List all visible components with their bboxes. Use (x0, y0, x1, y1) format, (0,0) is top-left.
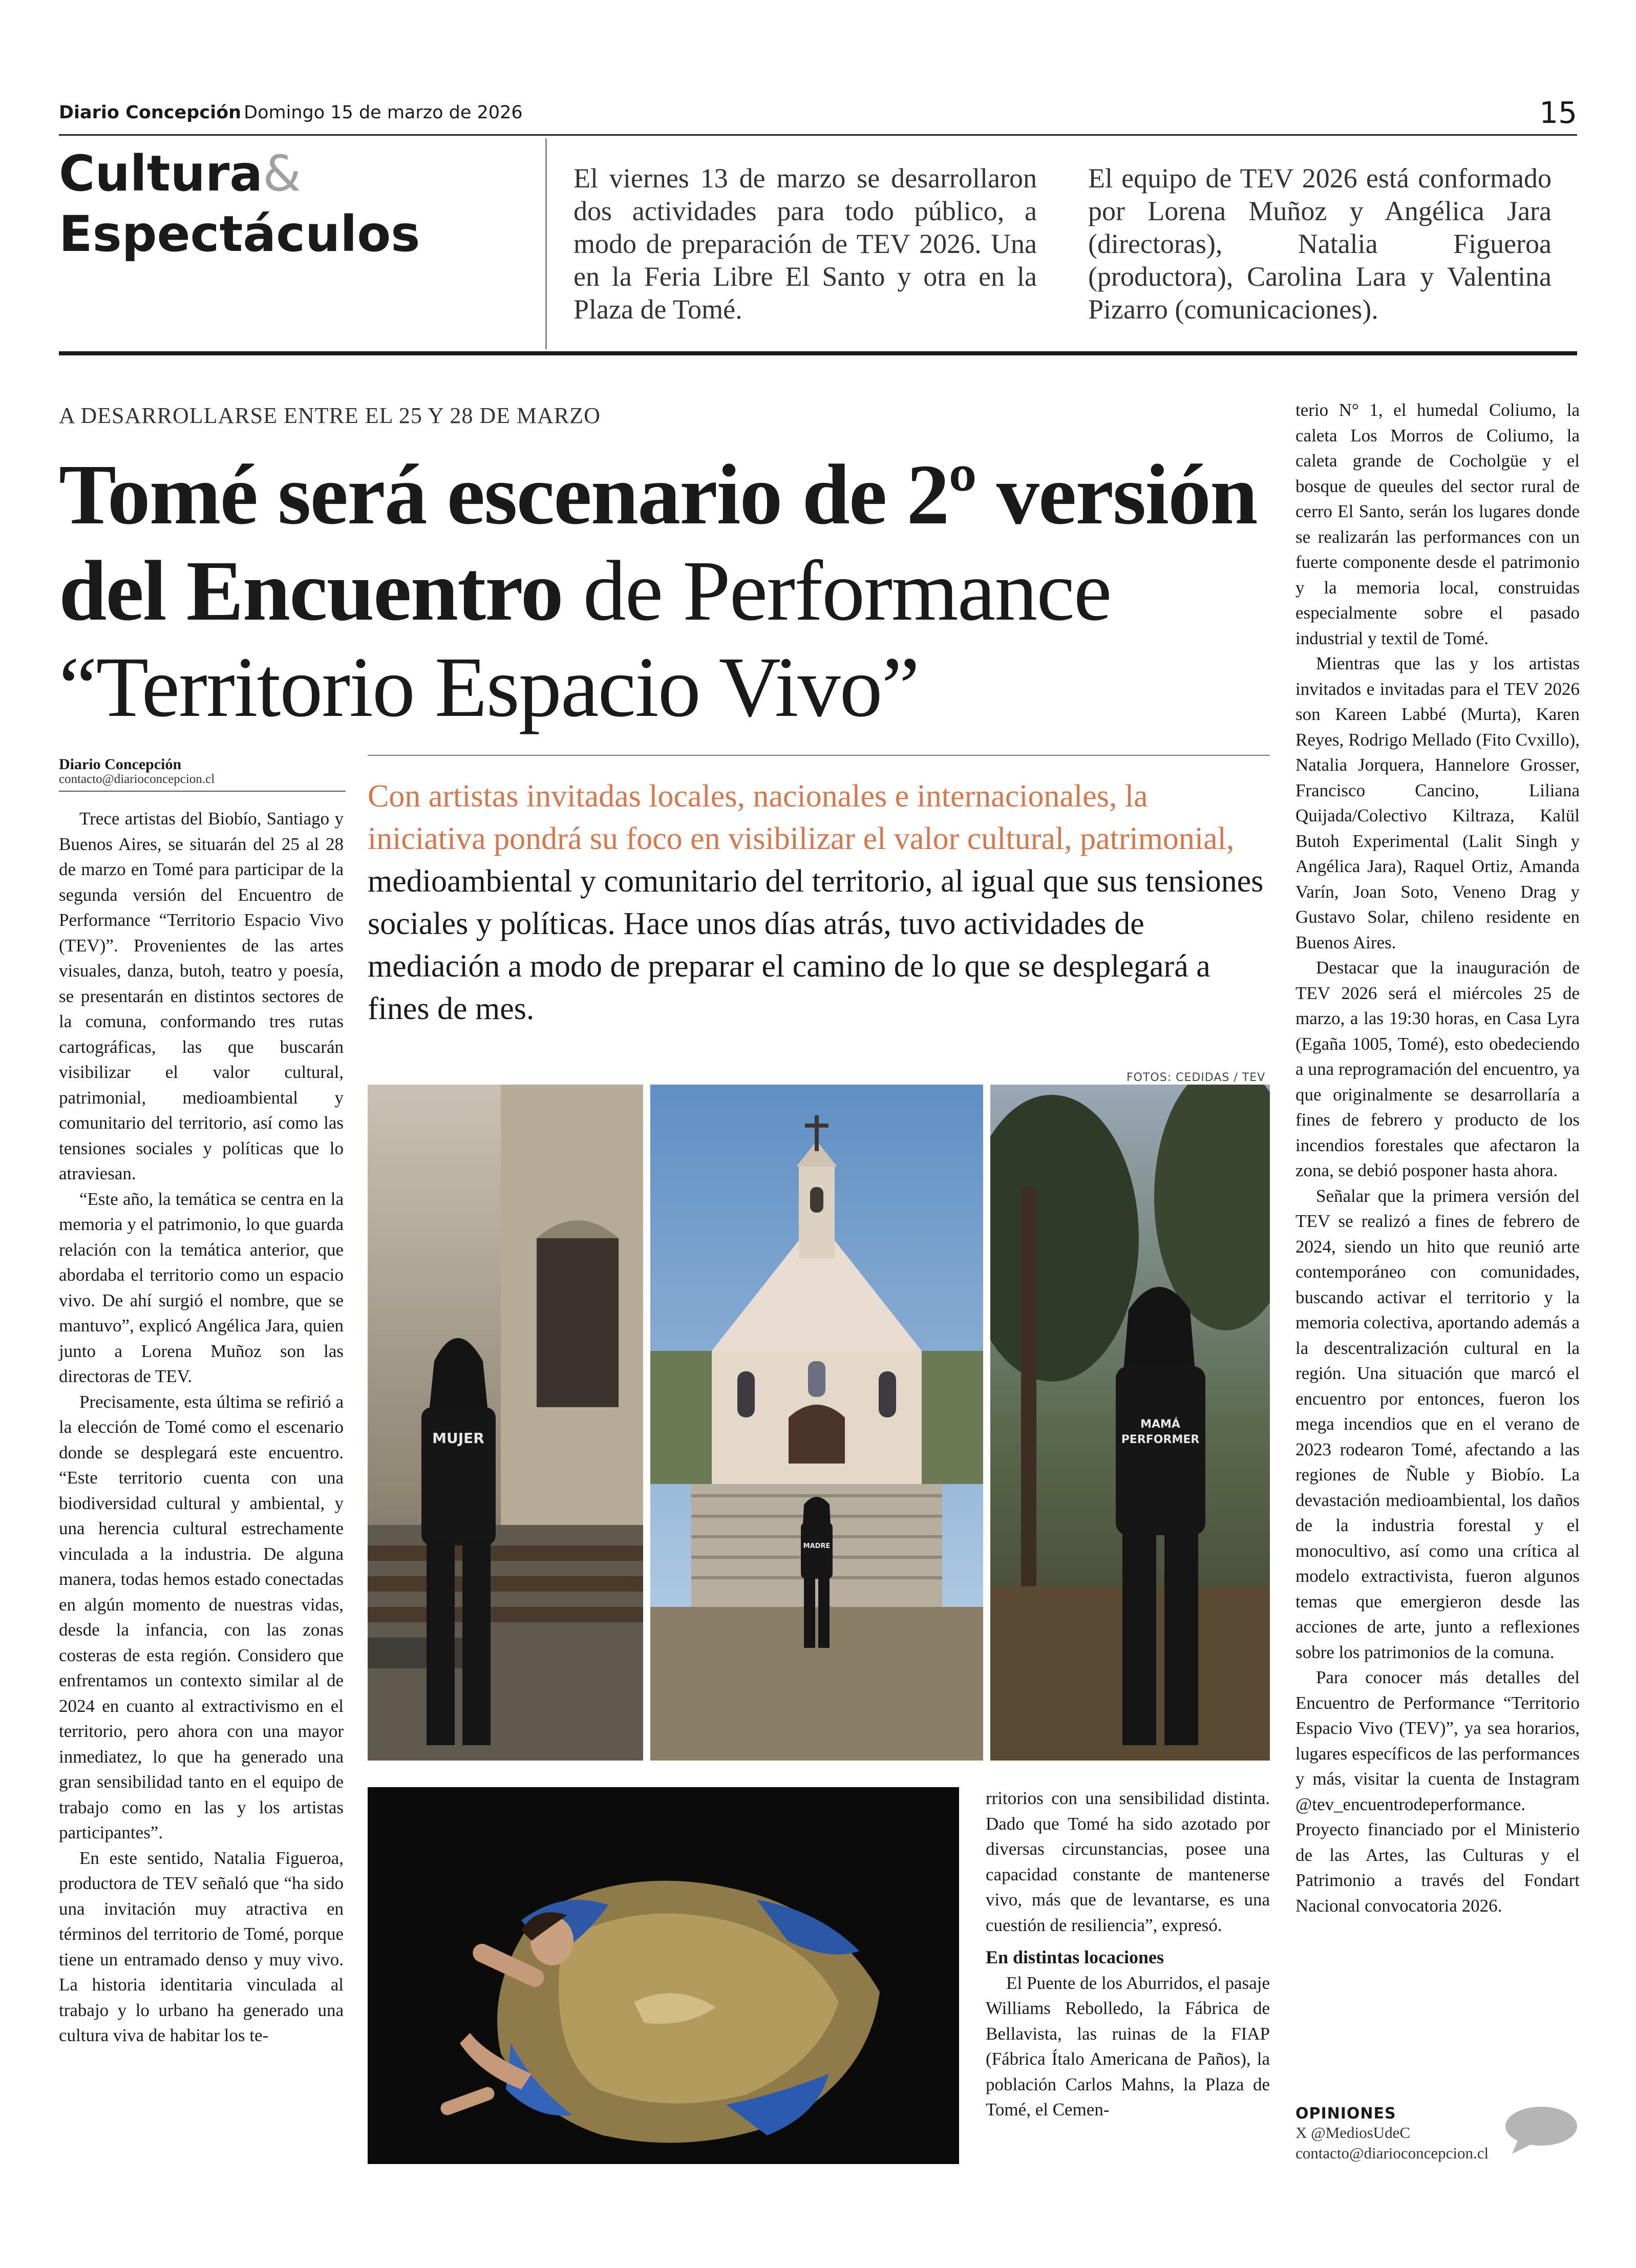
photo-mujer (368, 1085, 643, 1761)
section-title (59, 143, 420, 264)
top-rule (59, 134, 1577, 136)
section-sub: Espectáculos (59, 205, 420, 263)
teaser-2: El equipo de TEV 2026 está conformado por Lorena Muñoz y Angélica Jara (directoras), Natalia Figueroa (productora), Carolina Lara y Valentina Pizarro (comunicaciones). (1088, 163, 1552, 325)
headline-quote: “Territorio Espacio Vivo” (59, 640, 919, 735)
teaser-1: El viernes 13 de marzo se desarrollaron dos actividades para todo público, a modo de preparación de TEV 2026. Una en la Feria Libre El Santo y otra en la Plaza de Tomé. (573, 163, 1037, 325)
headline (59, 447, 1298, 735)
body-column-1 (59, 806, 344, 2048)
opiniones-title: OPINIONES (1295, 2105, 1396, 2123)
section-main: Cultura (59, 145, 263, 202)
body-column-2 (986, 1786, 1270, 2123)
shirt-text-mama: MAMÁ (1140, 1418, 1180, 1431)
section-ampersand: & (263, 145, 301, 202)
byline-email: contacto@diarioconcepcion.cl (59, 772, 215, 786)
page-number: 15 (1539, 95, 1577, 130)
photo-madre (650, 1085, 983, 1761)
lead-highlight: Con artistas invitadas locales, nacionales e internacionales, la iniciativa pondrá su foco en visibilizar el valor cultural, patrimonial, (368, 779, 1235, 856)
paragraph: “Este año, la temática se centra en la memoria y el patrimonio, lo que guarda relación con la temática anterior, que abordaba el territorio como un espacio vivo. De ahí surgió el nombre, que se mantuvo”, explicó Angélica Jara, quien junto a Lorena Muñoz son las directoras de TEV. (59, 1189, 344, 1386)
section-rule (59, 351, 1577, 355)
opiniones-x-handle[interactable]: X @MediosUdeC (1295, 2124, 1411, 2142)
lead-rule (368, 755, 1270, 756)
headline-regular: de Performance (562, 543, 1111, 639)
paragraph: Señalar que la primera versión del TEV se realizó a fines de febrero de 2024, siendo un hito que reunió arte contemporáneo con comunidades, buscando activar el territorio y la memoria colectiva, aportando además a la descentralización cultural en la región. Una situación que marcó el encuentro por entonces, fueron los mega incendios que en el verano de 2023 rodearon Tomé, afectando a las regiones de Ñuble y Biobío. La devastación medioambiental, los daños de la industria forestal y el monocultivo, así como una crítica al modelo extractivista, fueron algunos temas que emergieron desde las acciones de arte, junto a reflexiones sobre los patrimonios de la comuna. (1295, 1185, 1580, 1662)
photo-credit: FOTOS: CEDIDAS / TEV (1127, 1071, 1266, 1084)
body-column-3 (1295, 397, 1580, 1918)
speech-bubble-icon (1503, 2105, 1580, 2156)
lead-paragraph (368, 775, 1264, 1030)
shirt-text-madre: MADRE (803, 1542, 831, 1550)
paragraph: Precisamente, esta última se refirió a la elección de Tomé como el escenario donde se desplegará este encuentro. “Este territorio cuenta con una biodiversidad cultural y ambiental, y una herencia cultural estrechamente vinculada a la industria. De alguna manera, todas hemos estado conectadas en algún momento de nuestras vidas, desde la infancia, con las zonas costeras de esta región. Considero que enfrentamos un contexto similar al de 2024 en cuanto al extractivismo en el territorio, pero ahora con una mayor inmediatez, lo que ha generado una gran sensibilidad tanto en el equipo de trabajo como en las y los artistas participantes”. (59, 1391, 344, 1842)
teaser-divider (545, 138, 547, 349)
paragraph: El Puente de los Aburridos, el pasaje Williams Rebolledo, la Fábrica de Bellavista, las ruinas de la FIAP (Fábrica Ítalo Americana de Paños), la población Carlos Mahns, la Plaza de Tomé, el Cemen- (986, 1973, 1270, 2119)
paper-name: Diario Concepción (59, 102, 242, 123)
photo-mama-performer (990, 1085, 1270, 1761)
photo-draped-performer-image (368, 1787, 959, 2164)
paragraph: En este sentido, Natalia Figueroa, productora de TEV señaló que “ha sido una invitación muy atractiva en términos del territorio de Tomé, porque tiene un entramado denso y muy vivo. La historia identitaria vinculada al trabajo y lo urbano ha generado una cultura viva de habitar los te- (59, 1848, 344, 2045)
paragraph: terio N° 1, el humedal Coliumo, la caleta Los Morros de Coliumo, la caleta grande de Cocholgüe y el bosque de queules del sector rural de cerro El Santo, serán los lugares donde se realizarán las performances con un fuerte componente desde el patrimonio y la memoria local, construidas especialmente sobre el pasado industrial y textil de Tomé. (1295, 400, 1580, 648)
issue-date: Domingo 15 de marzo de 2026 (244, 102, 523, 123)
opiniones-email[interactable]: contacto@diarioconcepcion.cl (1295, 2144, 1489, 2162)
photo-draped-performer (368, 1787, 959, 2164)
photo-mama-performer-image (990, 1085, 1270, 1761)
byline-rule (59, 791, 346, 792)
paragraph: Trece artistas del Biobío, Santiago y Buenos Aires, se situarán del 25 al 28 de marzo en Tomé para participar de la segunda versión del Encuentro de Performance “Territorio Espacio Vivo (TEV)”. Provenientes de las artes visuales, danza, butoh, teatro y poesía, se presentarán en distintos sectores de la comuna, conformando tres rutas cartográficas, las que buscarán visibilizar el valor cultural, patrimonial, medioambiental y comunitario del territorio, así como las tensiones sociales y políticas que lo atraviesan. (59, 809, 344, 1183)
subheading: En distintas locaciones (986, 1947, 1164, 1967)
shirt-text-performer: PERFORMER (1121, 1433, 1200, 1446)
paragraph: Destacar que la inauguración de TEV 2026 será el miércoles 25 de marzo, a las 19:30 horas, en Casa Lyra (Egaña 1005, Tomé), esto obedeciendo a una reprogramación del encuentro, ya que originalmente se desarrollaría a fines de febrero y producto de los incendios forestales que afectaron la zona, se debió posponer hasta ahora. (1295, 958, 1580, 1180)
photo-mujer-image (368, 1085, 643, 1761)
headline-bold: Tomé será escenario de 2º versión del Encuentro (59, 447, 1257, 639)
paragraph: Para conocer más detalles del Encuentro de Performance “Territorio Espacio Vivo (TEV)”, ya sea horarios, lugares específicos de las performances y más, visitar la cuenta de Instagram @tev_encuentrodeperformance. Proyecto financiado por el Ministerio de las Artes, las Culturas y el Patrimonio a través del Fondart Nacional convocatoria 2026. (1295, 1667, 1580, 1916)
shirt-text-mujer: MUJER (432, 1430, 484, 1447)
photo-madre-image (650, 1085, 983, 1761)
byline-name: Diario Concepción (59, 756, 182, 773)
kicker: A DESARROLLARSE ENTRE EL 25 Y 28 DE MARZO (59, 403, 601, 428)
paragraph: Mientras que las y los artistas invitados e invitadas para el TEV 2026 son Kareen Labbé (Murta), Karen Reyes, Rodrigo Mellado (Fito Cvxillo), Natalia Jorquera, Hannelore Grosser, Francisco Cancino, Liliana Quijada/Colectivo Kiltraza, Kalül Butoh Experimental (Lalit Singh y Angélica Jara), Raquel Ortiz, Amanda Varín, Joan Soto, Veneno Drag y Gustavo Solar, chileno residente en Buenos Aires. (1295, 653, 1580, 952)
lead-rest: medioambiental y comunitario del territorio, al igual que sus tensiones sociales y políticas. Hace unos días atrás, tuvo actividades de mediación a modo de preparar el camino de lo que se desplegará a fines de mes. (368, 864, 1264, 1026)
paragraph: rritorios con una sensibilidad distinta. Dado que Tomé ha sido azotado por diversas circunstancias, posee una capacidad constante de mantenerse vivo, más que de levantarse, es una cuestión de resiliencia”, expresó. (986, 1788, 1270, 1935)
masthead (59, 102, 1577, 135)
